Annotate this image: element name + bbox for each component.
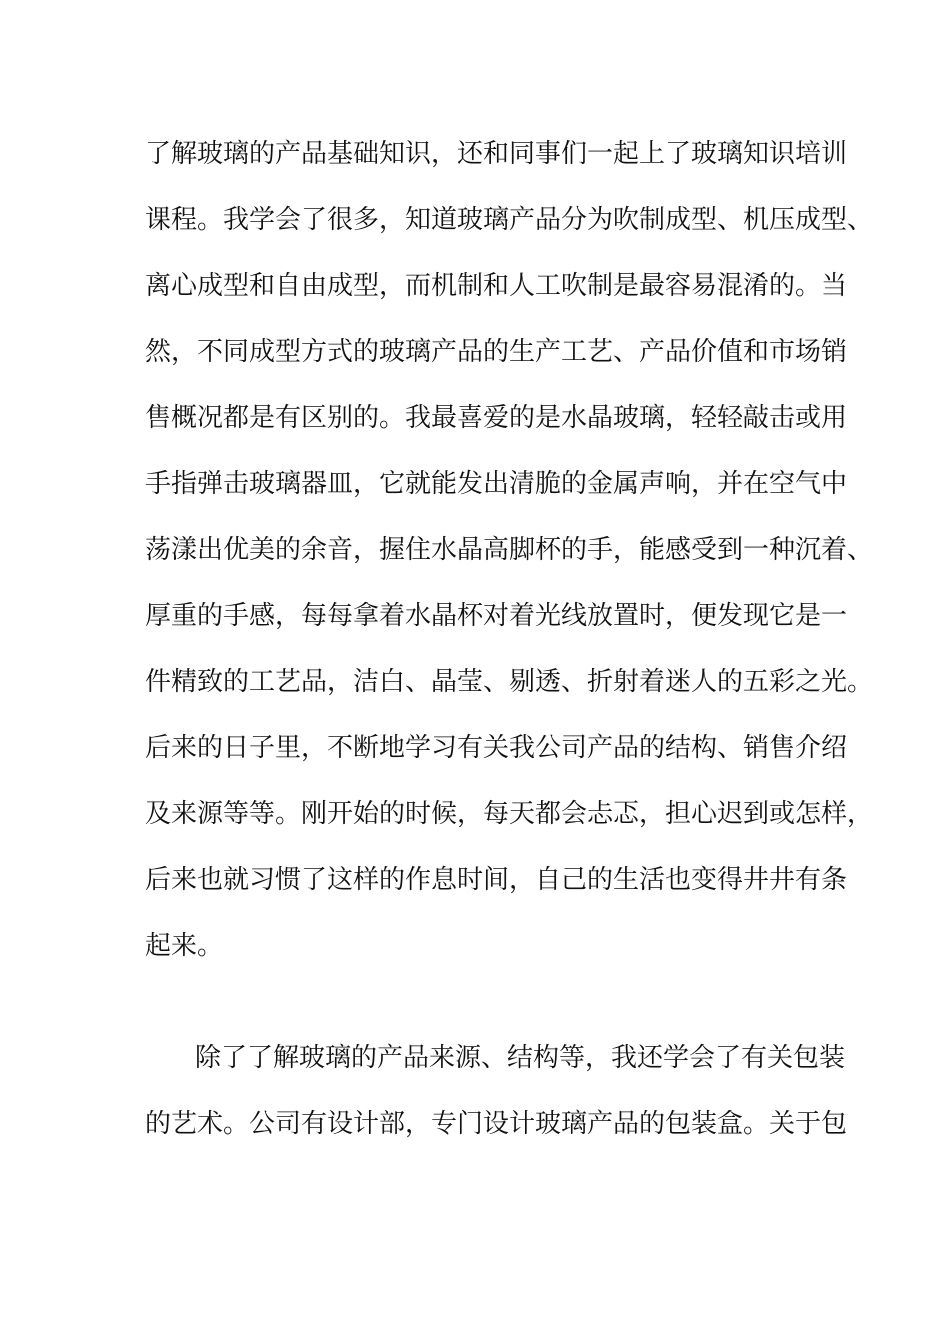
text-line: 荡漾出优美的余音，握住水晶高脚杯的手，能感受到一种沉着、 [145,535,874,565]
text-line: 后来也就习惯了这样的作息时间，自己的生活也变得井井有条 [145,865,848,895]
text-line: 课程。我学会了很多，知道玻璃产品分为吹制成型、机压成型、 [145,205,874,235]
text-line: 起来。 [145,931,224,961]
text-line: 离心成型和自由成型，而机制和人工吹制是最容易混淆的。当 [145,271,848,301]
text-line: 件精致的工艺品，洁白、晶莹、剔透、折射着迷人的五彩之光。 [145,667,874,697]
text-line: 了解玻璃的产品基础知识，还和同事们一起上了玻璃知识培训 [145,139,848,169]
text-line: 售概况都是有区别的。我最喜爱的是水晶玻璃，轻轻敲击或用 [145,403,848,433]
text-line: 手指弹击玻璃器皿，它就能发出清脆的金属声响，并在空气中 [145,469,848,499]
text-line: 及来源等等。刚开始的时候，每天都会忐忑，担心迟到或怎样， [145,799,874,829]
text-line: 的艺术。公司有设计部，专门设计玻璃产品的包装盒。关于包 [145,1109,848,1139]
paragraph-first-line: 除了了解玻璃的产品来源、结构等，我还学会了有关包装 [195,1043,846,1073]
text-line: 后来的日子里，不断地学习有关我公司产品的结构、销售介绍 [145,733,848,763]
text-line: 厚重的手感，每每拿着水晶杯对着光线放置时，便发现它是一 [145,601,848,631]
text-line: 然，不同成型方式的玻璃产品的生产工艺、产品价值和市场销 [145,337,848,367]
body-text [145,130,874,1166]
